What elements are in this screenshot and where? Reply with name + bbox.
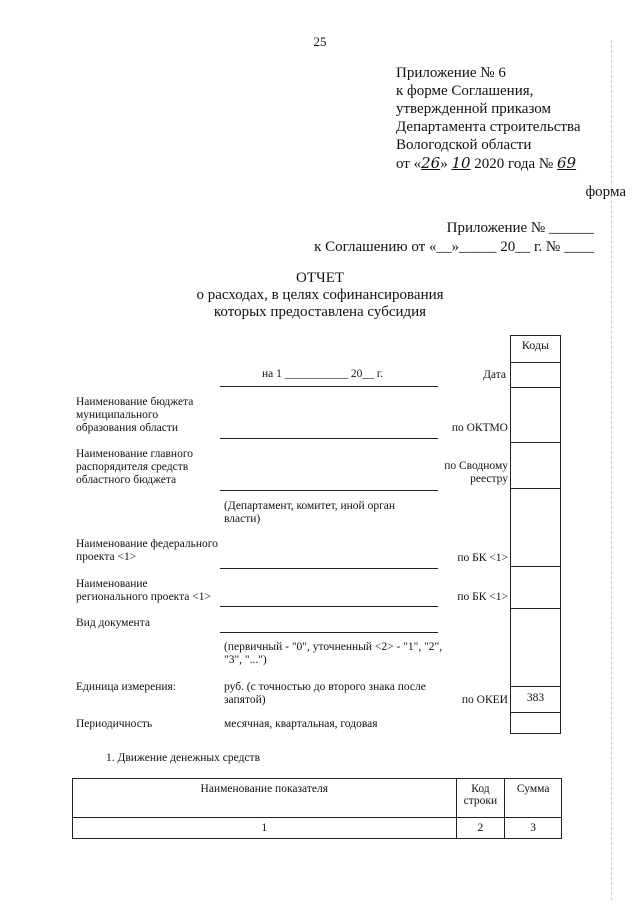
title-main: ОТЧЕТ [295, 270, 345, 286]
report-date-line: на 1 ___________ 20__ г. [262, 368, 384, 380]
codes-header: Коды [521, 338, 550, 352]
manager-field[interactable] [220, 490, 438, 491]
appendix-line-2: к форме Соглашения, [396, 83, 534, 99]
unit-label: Единица измерения: [76, 681, 177, 693]
page-number: 25 [313, 34, 327, 49]
reg-project-label: Наименование регионального проекта <1> [76, 578, 211, 603]
title-sub-1: о расходах, в целях софинансирования [196, 287, 444, 303]
doc-type-label: Вид документа [76, 617, 150, 629]
table-header-row [73, 779, 562, 818]
agreement-appendix-line-2: к Соглашению от «__»_____ 20__ г. № ____ [314, 239, 594, 255]
appendix-date-line: от «26» 10 2020 года № 69 [396, 154, 577, 172]
fed-project-label: Наименование федерального проекта <1> [76, 538, 218, 563]
fed-project-field[interactable] [220, 568, 438, 569]
svod-label: по Сводному реестру [444, 460, 508, 485]
col-number-3: 3 [505, 818, 562, 839]
period-value: месячная, квартальная, годовая [224, 718, 378, 730]
manager-label: Наименование главного распорядителя средств областного бюджета [76, 448, 194, 486]
bk1-label: по БК <1> [457, 552, 508, 564]
bk2-label: по БК <1> [457, 591, 508, 603]
handwritten-day: 26 [421, 154, 441, 172]
dept-note: (Департамент, комитет, иной орган власти) [224, 500, 396, 525]
handwritten-number: 69 [557, 154, 577, 172]
section-1-heading: 1. Движение денежных средств [106, 752, 260, 764]
form-label: форма [585, 184, 626, 200]
appendix-line-3: утвержденной приказом [396, 101, 552, 117]
date-label: Дата [483, 369, 506, 381]
title-sub-2: которых предоставлена субсидия [213, 304, 427, 320]
appendix-line-5: Вологодской области [396, 137, 532, 153]
appendix-line-4: Департамента строительства [396, 119, 581, 135]
col-number-1: 1 [73, 818, 457, 839]
okei-label: по ОКЕИ [461, 694, 508, 706]
page-edge-line [611, 40, 612, 900]
agreement-appendix [314, 219, 594, 257]
report-title [0, 270, 640, 321]
col-header-indicator: Наименование показателя [73, 779, 457, 818]
unit-value: руб. (с точностью до второго знака после запятой) [224, 681, 426, 706]
budget-name-label: Наименование бюджета муниципального образования области [76, 396, 194, 434]
codes-column [510, 335, 561, 734]
col-header-sum: Сумма [505, 779, 562, 818]
table-number-row [73, 818, 562, 839]
budget-name-field[interactable] [220, 438, 438, 439]
appendix-line-1: Приложение № 6 [396, 65, 506, 81]
handwritten-month: 10 [451, 154, 471, 172]
oktmo-label: по ОКТМО [451, 422, 508, 434]
agreement-appendix-line-1: Приложение № ______ [446, 220, 594, 236]
okei-code: 383 [526, 692, 545, 704]
cash-flow-table [72, 778, 562, 839]
doc-type-note: (первичный - "0", уточненный <2> - "1", "2", "3", "...") [224, 641, 443, 666]
doc-type-field[interactable] [220, 632, 438, 633]
reg-project-field[interactable] [220, 606, 438, 607]
appendix-block [396, 64, 581, 173]
col-header-code: Код строки [456, 779, 505, 818]
col-number-2: 2 [456, 818, 505, 839]
period-label: Периодичность [76, 718, 153, 730]
